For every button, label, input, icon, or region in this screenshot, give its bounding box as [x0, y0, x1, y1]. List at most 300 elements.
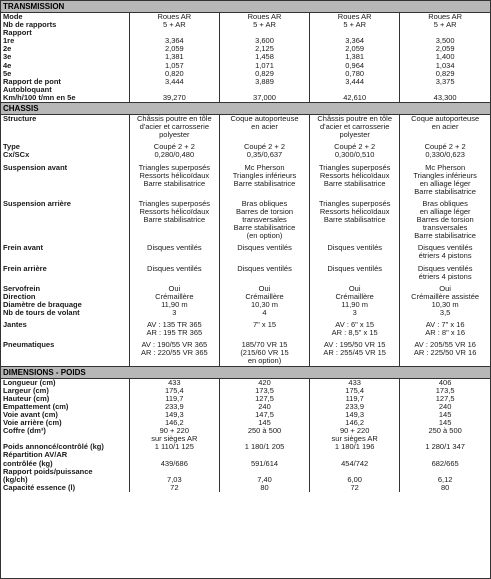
- spec-cell-model-2: [219, 341, 309, 365]
- spec-value: 80: [440, 483, 450, 492]
- table-row: [1, 451, 490, 467]
- row-label: [1, 443, 129, 451]
- spec-value: 1,071: [255, 61, 274, 70]
- spec-value: 0,300/0,510: [334, 150, 375, 160]
- spec-cell-model-3: [310, 244, 400, 260]
- row-label-line: Autobloquant: [3, 84, 52, 94]
- spec-value: Triangles inférieurs: [232, 170, 297, 180]
- row-label: [1, 62, 129, 70]
- spec-value: d'acier et carrosserie: [139, 122, 210, 132]
- spec-cell-model-3: [310, 94, 400, 102]
- spec-value: 6,12: [437, 474, 453, 484]
- spec-value: Châssis poutre en tôle: [317, 115, 392, 124]
- spec-value: 4: [262, 308, 267, 317]
- spec-cell-model-1: [129, 70, 219, 78]
- spec-value: Mc Pherson: [425, 163, 466, 172]
- row-label-line: Longueur (cm): [3, 378, 56, 387]
- spec-cell-model-1: [129, 45, 219, 53]
- spec-value: 1 180/1 196: [334, 443, 375, 452]
- spec-cell-model-2: [219, 164, 309, 196]
- row-label-line: 5e: [3, 69, 12, 78]
- spec-cell-model-3: [310, 115, 400, 139]
- spec-value: Barre stabilisatrice: [323, 215, 386, 225]
- spec-value: 39,270: [162, 93, 186, 102]
- spec-value: Roues AR: [247, 13, 282, 21]
- spec-cell-model-1: [129, 451, 219, 467]
- spec-cell-model-2: [219, 78, 309, 94]
- spec-value: 72: [350, 483, 359, 492]
- spec-cell-model-2: [219, 70, 309, 78]
- table-row: [1, 115, 490, 139]
- spec-value: en alliage léger: [419, 178, 471, 188]
- spec-cell-model-3: [310, 484, 400, 492]
- spec-value: 37,000: [253, 93, 276, 102]
- row-label: [1, 379, 129, 444]
- row-label: [1, 341, 129, 365]
- row-label: [1, 468, 129, 484]
- spec-value: Coupé 2 + 2: [334, 143, 376, 152]
- spec-value: Barre stabilisatrice: [414, 231, 476, 241]
- spec-value: 3: [352, 308, 357, 317]
- spec-cell-model-1: [129, 37, 219, 45]
- spec-cell-model-1: [129, 94, 219, 102]
- row-label-line: Km/h/100 t/mn en 5e: [3, 93, 76, 102]
- spec-cell-model-1: [129, 321, 219, 337]
- spec-value: 233,9: [345, 401, 365, 411]
- spec-value: 240: [258, 401, 271, 411]
- spec-value: en acier: [431, 122, 459, 132]
- spec-value: 145: [438, 409, 452, 419]
- row-label-line: Hauteur (cm): [3, 393, 50, 403]
- spec-value: 433: [168, 378, 181, 387]
- spec-value: 1,034: [435, 61, 455, 70]
- row-label-line: 1re: [3, 37, 15, 46]
- spec-value: 682/665: [431, 458, 459, 468]
- spec-value: 250 à 500: [428, 426, 462, 436]
- spec-value: Disques ventilés: [327, 244, 382, 253]
- spec-value: en acier: [251, 122, 278, 132]
- spec-value: 11,90 m: [341, 299, 368, 309]
- row-label-line: Frein arrière: [3, 264, 47, 273]
- spec-value: 42,610: [343, 93, 367, 102]
- spec-cell-model-1: [129, 484, 219, 492]
- spec-value: Coque autoporteuse: [230, 115, 299, 124]
- spec-value: 3: [172, 308, 177, 317]
- spec-value: 72: [170, 483, 179, 492]
- row-label-line: Voie arrière (cm): [3, 418, 62, 428]
- spec-value: sur sièges AR: [331, 434, 378, 444]
- row-label-line: Largeur (cm): [3, 385, 49, 395]
- spec-cell-model-2: [219, 94, 309, 102]
- spec-value: 0,820: [164, 69, 184, 78]
- spec-cell-model-3: [310, 200, 400, 240]
- spec-value: Barres de torsion: [235, 206, 294, 216]
- spec-cell-model-2: [219, 244, 309, 260]
- row-label-line: Jantes: [3, 321, 27, 330]
- table-row: [1, 379, 490, 444]
- spec-value: AR : 8,5" x 15: [331, 328, 378, 338]
- spec-cell-model-1: [129, 53, 219, 61]
- spec-cell-model-2: [219, 484, 309, 492]
- spec-value: Barre stabilisatrice: [233, 223, 296, 233]
- spec-cell-model-2: [219, 200, 309, 240]
- spec-value: AV : 135 TR 365: [146, 321, 202, 330]
- spec-cell-model-1: [129, 13, 219, 37]
- table-row: [1, 164, 490, 196]
- row-label-line: 4e: [3, 61, 12, 70]
- spec-value: Oui: [439, 284, 451, 293]
- spec-cell-model-1: [129, 379, 219, 444]
- spec-cell-model-4: [400, 484, 490, 492]
- spec-value: Mc Pherson: [244, 163, 285, 172]
- spec-cell-model-4: [400, 78, 490, 94]
- spec-value: 433: [348, 378, 361, 387]
- spec-value: Coque autoporteuse: [411, 115, 480, 124]
- spec-value: Triangles superposés: [138, 163, 211, 172]
- spec-value: Disques ventilés: [147, 244, 202, 253]
- spec-value: AV : 6" x 15: [335, 321, 375, 330]
- spec-value: 149,3: [164, 409, 184, 419]
- row-label-line: Capacité essence (l): [3, 483, 76, 492]
- spec-value: 0,780: [345, 69, 365, 78]
- row-label-line: contrôlée (kg): [3, 458, 53, 468]
- spec-value: Coupé 2 + 2: [424, 143, 466, 152]
- row-label-line: Nb de tours de volant: [3, 308, 80, 317]
- spec-value: 0,829: [435, 69, 455, 78]
- spec-value: Coupé 2 + 2: [153, 143, 195, 152]
- spec-cell-model-2: [219, 285, 309, 317]
- spec-cell-model-4: [400, 321, 490, 337]
- spec-value: (en option): [246, 231, 283, 241]
- spec-value: 127,5: [255, 393, 274, 403]
- spec-cell-model-2: [219, 37, 309, 45]
- spec-value: 147,5: [255, 409, 274, 419]
- spec-cell-model-4: [400, 164, 490, 196]
- spec-cell-model-2: [219, 143, 309, 159]
- table-row: [1, 468, 490, 484]
- spec-value: étriers 4 pistons: [418, 271, 472, 281]
- row-label-line: Structure: [3, 115, 37, 124]
- spec-cell-model-4: [400, 45, 490, 53]
- spec-value: Roues AR: [157, 13, 192, 21]
- spec-cell-model-1: [129, 468, 219, 484]
- spec-value: 3,889: [255, 77, 274, 86]
- row-label: [1, 115, 129, 139]
- spec-value: transversales: [422, 223, 468, 233]
- table-row: [1, 321, 490, 337]
- section-header: DIMENSIONS - POIDS: [1, 366, 490, 379]
- spec-value: Châssis poutre en tôle: [137, 115, 212, 124]
- row-label-line: Mode: [3, 13, 23, 21]
- row-label-line: Pneumatiques: [3, 341, 55, 350]
- spec-cell-model-4: [400, 115, 490, 139]
- spec-value: 1,381: [164, 53, 184, 62]
- spec-cell-model-2: [219, 13, 309, 37]
- spec-value: AV : 190/55 VR 365: [141, 341, 208, 350]
- spec-value: 146,2: [164, 418, 184, 428]
- spec-value: polyester: [339, 130, 370, 140]
- spec-value: 7" x 15: [252, 321, 277, 330]
- row-label: [1, 164, 129, 196]
- spec-value: Triangles inférieurs: [413, 170, 477, 180]
- spec-cell-model-4: [400, 265, 490, 281]
- spec-value: 3,444: [164, 77, 184, 86]
- spec-value: AR : 255/45 VR 15: [323, 348, 386, 358]
- spec-value: Disques ventilés: [237, 244, 292, 253]
- spec-value: Oui: [168, 284, 181, 293]
- table-row: [1, 443, 490, 451]
- row-label-line: Voie avant (cm): [3, 409, 58, 419]
- spec-value: 0,829: [255, 69, 274, 78]
- spec-value: Disques ventilés: [327, 264, 382, 273]
- spec-value: sur sièges AR: [151, 434, 198, 444]
- spec-value: 3,375: [435, 77, 455, 86]
- spec-value: 90 + 220: [339, 426, 370, 436]
- spec-value: 1 280/1 347: [425, 443, 465, 452]
- table-row: [1, 45, 490, 53]
- spec-table: [1, 379, 490, 492]
- spec-value: Barre stabilisatrice: [414, 186, 476, 196]
- spec-value: 90 + 220: [159, 426, 190, 436]
- spec-value: 1,400: [435, 53, 455, 62]
- spec-value: Coupé 2 + 2: [243, 143, 286, 152]
- row-label: [1, 285, 129, 317]
- spec-cell-model-3: [310, 53, 400, 61]
- spec-cell-model-1: [129, 285, 219, 317]
- spec-value: Barre stabilisatrice: [323, 178, 386, 188]
- spec-value: Barre stabilisatrice: [143, 215, 206, 225]
- section-header: CHASSIS: [1, 102, 490, 115]
- spec-value: Oui: [258, 284, 271, 293]
- spec-value: AR : 225/50 VR 16: [413, 348, 477, 358]
- spec-value: 3,364: [164, 37, 184, 46]
- spec-value: Triangles superposés: [138, 199, 211, 208]
- row-label-line: Coffre (dm³): [3, 426, 46, 436]
- table-row: [1, 94, 490, 102]
- table-row: [1, 70, 490, 78]
- row-label-line: Rapport poids/puissance: [3, 467, 93, 476]
- row-label: [1, 78, 129, 94]
- spec-cell-model-3: [310, 37, 400, 45]
- row-label: [1, 94, 129, 102]
- spec-cell-model-1: [129, 265, 219, 281]
- row-label-line: Nb de rapports: [3, 20, 57, 30]
- spec-value: 146,2: [345, 418, 365, 428]
- table-row: [1, 244, 490, 260]
- spec-value: Crémaillère: [245, 291, 284, 301]
- spec-value: 420: [258, 378, 271, 387]
- table-row: [1, 143, 490, 159]
- table-row: [1, 78, 490, 94]
- spec-value: AV : 195/50 VR 15: [323, 341, 386, 350]
- spec-cell-model-4: [400, 53, 490, 61]
- spec-value: Bras obliques: [241, 199, 288, 208]
- row-label-line: Rapport de pont: [3, 77, 61, 86]
- spec-cell-model-2: [219, 62, 309, 70]
- row-label-line: Direction: [3, 291, 36, 301]
- spec-cell-model-4: [400, 70, 490, 78]
- spec-value: 119,7: [345, 393, 364, 403]
- spec-value: 2,059: [164, 45, 184, 54]
- spec-table: [1, 115, 490, 366]
- spec-value: 250 à 500: [247, 426, 282, 436]
- table-row: [1, 13, 490, 37]
- row-label: [1, 13, 129, 37]
- spec-value: 591/614: [250, 458, 279, 468]
- row-label-line: 3e: [3, 53, 12, 62]
- spec-cell-model-3: [310, 321, 400, 337]
- spec-value: 240: [438, 401, 452, 411]
- spec-value: Crémaillère: [155, 291, 194, 301]
- spec-cell-model-4: [400, 443, 490, 451]
- spec-cell-model-1: [129, 143, 219, 159]
- spec-cell-model-1: [129, 78, 219, 94]
- spec-cell-model-2: [219, 45, 309, 53]
- spec-value: Bras obliques: [422, 199, 468, 208]
- table-row: [1, 200, 490, 240]
- row-label-line: Diamètre de braquage: [3, 299, 82, 309]
- row-label-line: Cx/SCx: [3, 150, 30, 160]
- spec-value: d'acier et carrosserie: [319, 122, 390, 132]
- spec-value: 119,7: [165, 393, 184, 403]
- spec-value: 1 180/1 205: [244, 443, 285, 452]
- table-row: [1, 484, 490, 492]
- spec-value: 127,5: [435, 393, 455, 403]
- spec-value: 406: [438, 378, 452, 387]
- spec-value: AR : 8" x 16: [425, 328, 466, 338]
- spec-value: 149,3: [345, 409, 365, 419]
- table-row: [1, 37, 490, 45]
- spec-value: 11,90 m: [161, 299, 188, 309]
- row-label: [1, 244, 129, 260]
- spec-value: 80: [260, 483, 269, 492]
- spec-value: 233,9: [164, 401, 184, 411]
- spec-value: 3,600: [255, 37, 274, 46]
- spec-value: 0,330/0,623: [425, 150, 465, 160]
- table-row: [1, 53, 490, 61]
- spec-cell-model-4: [400, 62, 490, 70]
- spec-value: Crémaillère: [335, 291, 374, 301]
- spec-value: 0,35/0,637: [246, 150, 283, 160]
- spec-cell-model-3: [310, 379, 400, 444]
- spec-value: 5 + AR: [343, 20, 367, 30]
- spec-value: 175,4: [164, 385, 184, 395]
- table-row: [1, 62, 490, 70]
- spec-value: Disques ventilés: [417, 244, 473, 253]
- table-row: [1, 285, 490, 317]
- spec-cell-model-3: [310, 70, 400, 78]
- spec-value: 173,5: [435, 385, 455, 395]
- spec-cell-model-4: [400, 94, 490, 102]
- row-label: [1, 143, 129, 159]
- row-label-line: 2e: [3, 45, 12, 54]
- spec-cell-model-4: [400, 379, 490, 444]
- spec-cell-model-4: [400, 468, 490, 484]
- spec-value: 145: [258, 418, 271, 428]
- spec-value: étriers 4 pistons: [418, 251, 472, 261]
- spec-cell-model-3: [310, 143, 400, 159]
- spec-cell-model-3: [310, 62, 400, 70]
- spec-value: Disques ventilés: [417, 264, 473, 273]
- spec-cell-model-2: [219, 321, 309, 337]
- spec-cell-model-3: [310, 451, 400, 467]
- spec-value: 0,280/0,480: [154, 150, 195, 160]
- row-label-line: Poids annoncé/contrôlé (kg): [3, 443, 104, 452]
- spec-cell-model-3: [310, 164, 400, 196]
- spec-cell-model-3: [310, 45, 400, 53]
- spec-value: 2,125: [255, 45, 274, 54]
- spec-value: AV : 7" x 16: [425, 321, 465, 330]
- spec-cell-model-2: [219, 443, 309, 451]
- spec-value: Ressorts hélicoïdaux: [319, 206, 390, 216]
- row-label: [1, 200, 129, 240]
- spec-value: Crémaillère assistée: [411, 291, 480, 301]
- spec-cell-model-1: [129, 443, 219, 451]
- row-label: [1, 45, 129, 53]
- spec-cell-model-4: [400, 244, 490, 260]
- spec-value: 10,30 m: [250, 299, 279, 309]
- row-label-line: Empattement (cm): [3, 401, 69, 411]
- spec-cell-model-4: [400, 143, 490, 159]
- spec-value: 3,5: [439, 308, 451, 317]
- table-row: [1, 265, 490, 281]
- row-label-line: Type: [3, 143, 20, 152]
- spec-value: 0,964: [345, 61, 365, 70]
- spec-cell-model-2: [219, 53, 309, 61]
- spec-cell-model-1: [129, 115, 219, 139]
- row-label: [1, 265, 129, 281]
- spec-cell-model-4: [400, 285, 490, 317]
- row-label-line: Rapport: [3, 28, 32, 38]
- row-label: [1, 37, 129, 45]
- spec-value: Barre stabilisatrice: [233, 178, 296, 188]
- spec-value: 1,057: [164, 61, 184, 70]
- row-label-line: Suspension arrière: [3, 199, 71, 208]
- spec-value: 1,458: [255, 53, 274, 62]
- spec-cell-model-3: [310, 13, 400, 37]
- spec-cell-model-1: [129, 200, 219, 240]
- spec-value: 173,5: [255, 385, 274, 395]
- spec-value: 145: [438, 418, 452, 428]
- spec-value: Ressorts hélicoïdaux: [319, 170, 390, 180]
- row-label: [1, 321, 129, 337]
- spec-value: 1,381: [345, 53, 365, 62]
- spec-cell-model-2: [219, 265, 309, 281]
- spec-value: 175,4: [345, 385, 365, 395]
- spec-cell-model-3: [310, 78, 400, 94]
- spec-value: 7,03: [167, 474, 182, 484]
- spec-value: Triangles superposés: [318, 199, 391, 208]
- spec-value: Barre stabilisatrice: [143, 178, 206, 188]
- spec-value: Ressorts hélicoïdaux: [139, 206, 210, 216]
- spec-cell-model-3: [310, 341, 400, 365]
- spec-cell-model-3: [310, 468, 400, 484]
- spec-cell-model-1: [129, 244, 219, 260]
- spec-value: 439/686: [160, 458, 188, 468]
- spec-value: 5 + AR: [253, 20, 276, 30]
- spec-value: 454/742: [341, 458, 369, 468]
- row-label-line: Répartition AV/AR: [3, 451, 68, 460]
- spec-cell-model-3: [310, 265, 400, 281]
- spec-value: Triangles superposés: [318, 163, 391, 172]
- spec-cell-model-4: [400, 13, 490, 37]
- spec-cell-model-4: [400, 451, 490, 467]
- spec-cell-model-2: [219, 468, 309, 484]
- spec-value: 5 + AR: [433, 20, 457, 30]
- spec-value: 2,059: [435, 45, 455, 54]
- table-row: [1, 341, 490, 365]
- spec-value: 185/70 VR 15: [241, 341, 288, 350]
